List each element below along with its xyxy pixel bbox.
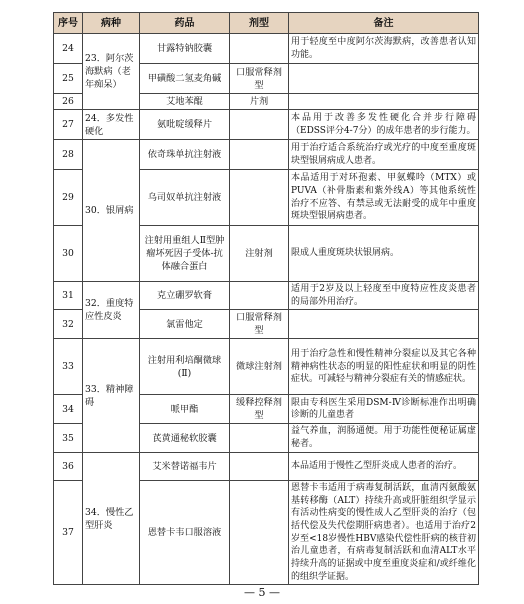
row-no: 35	[54, 424, 83, 452]
drug-cell: 克立硼罗软膏	[140, 282, 230, 310]
note-cell: 恩替卡韦适用于病毒复制活跃，血清丙氨酸氨基转移酶（ALT）持续升高或肝脏组织学显示有活动性病变的慢性成人乙型肝炎的治疗（包括代偿及失代偿期肝病患者）。也适用于治疗2岁至<18岁慢性HBV感染代偿性肝病的核苷初治儿童患者，有病毒复制活跃和血清ALT水平持续升高的证据或中度至重度炎症和/或纤维化的组织学证据。	[289, 480, 479, 585]
note-cell: 用于治疗适合系统治疗或光疗的中度至重度斑块型银屑病成人患者。	[289, 140, 479, 170]
header-row	[54, 13, 479, 34]
note-cell: 适用于2岁及以上轻度至中度特应性皮炎患者的局部外用治疗。	[289, 282, 479, 310]
disease-cell: 33．精神障碍	[83, 339, 140, 452]
drug-cell: 注射用利培酮微球(Ⅱ)	[140, 339, 230, 395]
form-cell: 注射剂	[230, 226, 289, 282]
note-cell: 限由专科医生采用DSM-Ⅳ诊断标准作出明确诊断的儿童患者	[289, 395, 479, 424]
row-no: 34	[54, 395, 83, 424]
note-cell	[289, 94, 479, 110]
form-cell: 口服常释剂型	[230, 310, 289, 339]
form-cell	[230, 424, 289, 452]
row-no: 31	[54, 282, 83, 310]
form-cell	[230, 34, 289, 64]
drug-cell: 甘露特钠胶囊	[140, 34, 230, 64]
row-no: 33	[54, 339, 83, 395]
drug-cell: 甲磺酸二氢麦角碱	[140, 64, 230, 94]
note-cell: 益气养血，润肠通便。用于功能性便秘证属虚秘者。	[289, 424, 479, 452]
note-cell: 用于轻度至中度阿尔茨海默病，改善患者认知功能。	[289, 34, 479, 64]
drug-cell: 艾米替诺福韦片	[140, 452, 230, 480]
form-cell: 片剂	[230, 94, 289, 110]
form-cell: 缓释控释剂型	[230, 395, 289, 424]
form-cell: 口服常释剂型	[230, 64, 289, 94]
drug-cell: 恩替卡韦口服溶液	[140, 480, 230, 585]
form-cell	[230, 140, 289, 170]
disease-cell: 32．重度特应性皮炎	[83, 282, 140, 339]
row-no: 27	[54, 110, 83, 140]
form-cell	[230, 170, 289, 226]
row-no: 25	[54, 64, 83, 94]
page-number: — 5 —	[244, 586, 280, 599]
note-cell: 本品适用于对环孢素、甲氨蝶呤（MTX）或PUVA（补骨脂素和紫外线A）等其他系统性治疗不应答、有禁忌或无法耐受的成年中重度斑块型银屑病患者。	[289, 170, 479, 226]
note-cell: 本品用于改善多发性硬化合并步行障碍（EDSS评分4-7分）的成年患者的步行能力。	[289, 110, 479, 140]
header-no: 序号	[54, 13, 83, 34]
table-row	[54, 452, 479, 480]
drug-cell: 氨吡啶缓释片	[140, 110, 230, 140]
row-no: 28	[54, 140, 83, 170]
header-form: 剂型	[230, 13, 289, 34]
drug-cell: 氯雷他定	[140, 310, 230, 339]
disease-cell: 24．多发性硬化	[83, 110, 140, 140]
form-cell	[230, 480, 289, 585]
drug-cell: 注射用重组人Ⅱ型肿瘤坏死因子受体-抗体融合蛋白	[140, 226, 230, 282]
table-row	[54, 282, 479, 310]
header-drug: 药品	[140, 13, 230, 34]
drug-cell: 哌甲酯	[140, 395, 230, 424]
drug-cell: 乌司奴单抗注射液	[140, 170, 230, 226]
form-cell	[230, 452, 289, 480]
row-no: 32	[54, 310, 83, 339]
drug-table	[53, 12, 479, 585]
drug-cell: 依奇珠单抗注射液	[140, 140, 230, 170]
table-row	[54, 140, 479, 170]
disease-cell: 23．阿尔茨海默病（老年痴呆）	[83, 34, 140, 110]
table-row	[54, 339, 479, 395]
form-cell	[230, 282, 289, 310]
row-no: 37	[54, 480, 83, 585]
row-no: 29	[54, 170, 83, 226]
row-no: 36	[54, 452, 83, 480]
note-cell	[289, 64, 479, 94]
drug-cell: 艾地苯醌	[140, 94, 230, 110]
disease-cell: 30．银屑病	[83, 140, 140, 282]
note-cell: 本品适用于慢性乙型肝炎成人患者的治疗。	[289, 452, 479, 480]
note-cell: 用于治疗急性和慢性精神分裂症以及其它各种精神病性状态的明显的阳性症状和明显的阴性症状。可减轻与精神分裂症有关的情感症状。	[289, 339, 479, 395]
drug-cell: 芪黄通秘软胶囊	[140, 424, 230, 452]
note-cell	[289, 310, 479, 339]
row-no: 24	[54, 34, 83, 64]
form-cell: 微球注射剂	[230, 339, 289, 395]
header-disease: 病种	[83, 13, 140, 34]
table-row	[54, 34, 479, 64]
row-no: 26	[54, 94, 83, 110]
form-cell	[230, 110, 289, 140]
note-cell: 限成人重度斑块状银屑病。	[289, 226, 479, 282]
row-no: 30	[54, 226, 83, 282]
table-row	[54, 110, 479, 140]
header-note: 备注	[289, 13, 479, 34]
disease-cell: 34．慢性乙型肝炎	[83, 452, 140, 585]
